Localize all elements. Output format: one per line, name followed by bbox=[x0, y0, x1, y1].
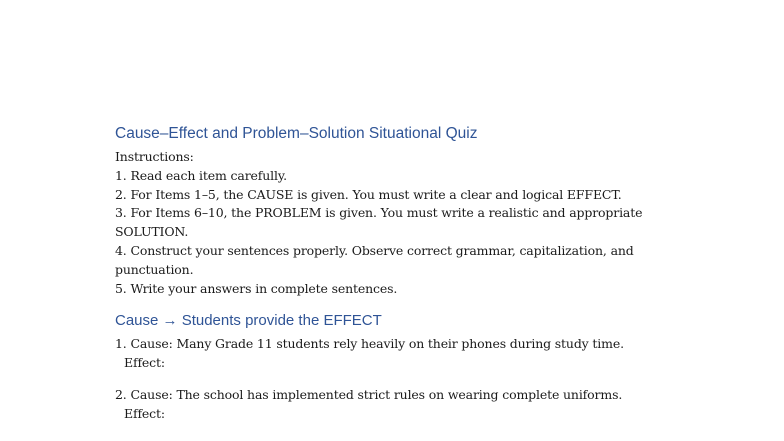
cause-text: 2. Cause: The school has implemented strict rules on wearing complete uniforms. bbox=[115, 386, 623, 402]
effect-label: Effect: bbox=[124, 405, 165, 421]
instruction-line: punctuation. bbox=[115, 261, 194, 277]
instruction-line: 3. For Items 6–10, the PROBLEM is given. You must write a realistic and appropriate bbox=[115, 205, 643, 221]
instruction-line: 5. Write your answers in complete sentences. bbox=[115, 280, 398, 296]
quiz-title: Cause–Effect and Problem–Solution Situational Quiz bbox=[115, 125, 478, 142]
instruction-line: 2. For Items 1–5, the CAUSE is given. You must write a clear and logical EFFECT. bbox=[115, 186, 622, 202]
instructions-block bbox=[115, 148, 755, 298]
quiz-item bbox=[115, 335, 755, 373]
effect-label: Effect: bbox=[124, 355, 165, 371]
section-heading: Cause → Students provide the EFFECT bbox=[115, 312, 382, 330]
cause-text: 1. Cause: Many Grade 11 students rely heavily on their phones during study time. bbox=[115, 336, 624, 352]
instruction-line: SOLUTION. bbox=[115, 224, 189, 240]
document-page bbox=[115, 124, 755, 437]
instruction-line: 1. Read each item carefully. bbox=[115, 167, 287, 183]
instructions-label: Instructions: bbox=[115, 149, 194, 164]
quiz-item bbox=[115, 386, 755, 424]
instruction-line: 4. Construct your sentences properly. Observe correct grammar, capitalization, and bbox=[115, 242, 634, 258]
